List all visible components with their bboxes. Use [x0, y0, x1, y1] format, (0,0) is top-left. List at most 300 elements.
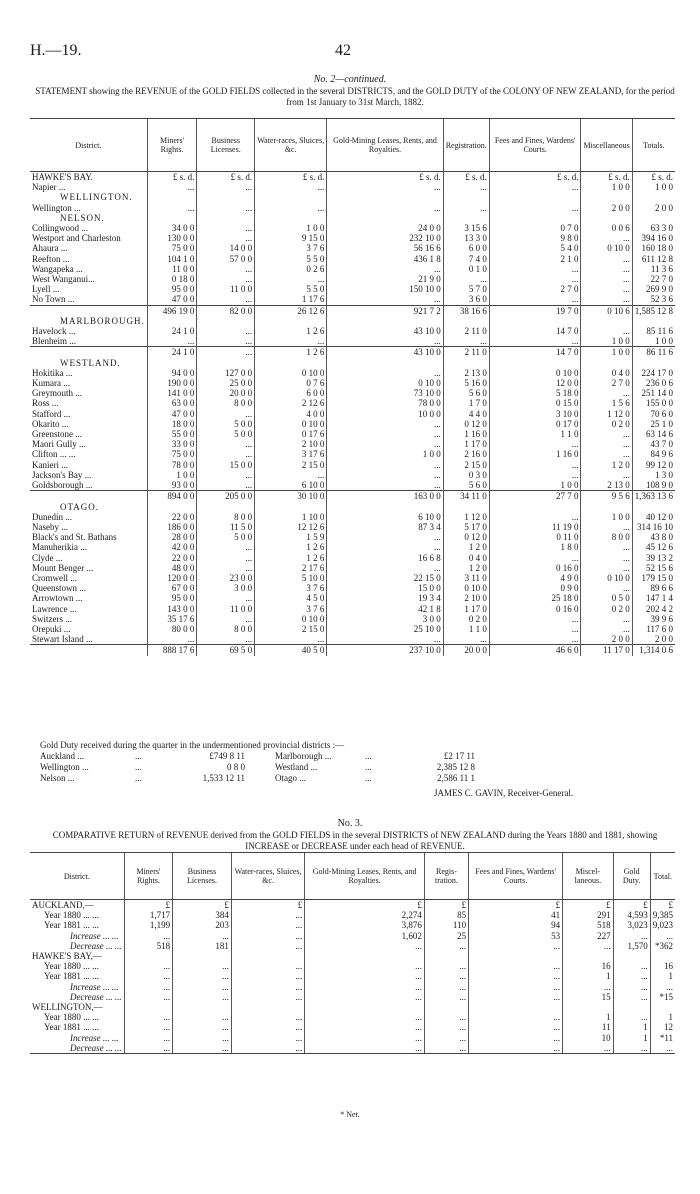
value-cell: 11 0 0 [147, 264, 197, 274]
value-cell: ... [305, 982, 425, 992]
value-cell: ... [173, 992, 232, 1002]
value-cell [489, 316, 581, 326]
value-cell: 24 1 0 [147, 326, 197, 336]
value-cell: 4 5 0 [255, 593, 327, 603]
value-cell [581, 358, 632, 368]
value-cell: 15 [563, 992, 613, 1002]
value-cell: 179 15 0 [632, 573, 675, 583]
no3-column-header: Regis-tration. [424, 853, 468, 900]
value-cell: ... [255, 203, 327, 213]
gold-duty-cell: Nelson ... [40, 773, 75, 783]
value-cell: 55 0 0 [147, 429, 197, 439]
value-cell: 2 7 0 [581, 378, 632, 388]
value-cell: 1 1 0 [489, 429, 581, 439]
value-cell: 57 0 0 [197, 254, 255, 264]
value-cell [147, 192, 197, 202]
value-cell: 1,585 12 8 [632, 305, 675, 316]
value-cell: 384 [173, 910, 232, 920]
table-row [30, 203, 675, 213]
value-cell: ... [197, 553, 255, 563]
value-cell: ... [197, 593, 255, 603]
footnote-net: * Net. [340, 1110, 360, 1119]
value-cell: 1 0 0 [632, 336, 675, 347]
value-cell: ... [581, 449, 632, 459]
value-cell: 1 17 0 [443, 604, 489, 614]
value-cell: 22 0 0 [147, 553, 197, 563]
table-row [30, 961, 675, 971]
value-cell: 1 0 0 [255, 223, 327, 233]
value-cell: ... [231, 982, 304, 992]
value-cell: ... [650, 931, 675, 941]
district-cell [30, 347, 147, 358]
value-cell: 0 0 6 [581, 223, 632, 233]
value-cell: 24 0 0 [327, 223, 443, 233]
value-cell: 0 4 0 [581, 368, 632, 378]
value-cell: ... [255, 336, 327, 347]
district-cell: Ahaura ... [32, 243, 68, 254]
value-cell [424, 1002, 468, 1012]
value-cell: 1,314 0 6 [632, 645, 675, 656]
value-cell: 48 0 0 [147, 563, 197, 573]
value-cell: 104 1 0 [147, 254, 197, 264]
value-cell: 224 17 0 [632, 368, 675, 378]
value-cell: ... [424, 1043, 468, 1054]
value-cell: ... [327, 336, 443, 347]
no3-title: No. 3. [337, 818, 363, 829]
value-cell: 47 0 0 [147, 409, 197, 419]
value-cell: ... [613, 1043, 650, 1054]
value-cell: 0 10 0 [255, 614, 327, 624]
value-cell: ... [197, 294, 255, 305]
value-cell: 56 16 6 [327, 243, 443, 253]
value-cell [124, 951, 173, 961]
value-cell: ... [197, 439, 255, 449]
value-cell: ... [197, 563, 255, 573]
value-cell: 3,876 [305, 920, 425, 930]
value-cell: ... [327, 470, 443, 480]
value-cell: ... [581, 264, 632, 274]
district-cell: Cromwell ... [32, 572, 77, 583]
value-cell: 80 0 0 [147, 624, 197, 634]
value-cell: 120 0 0 [147, 573, 197, 583]
value-cell: ... [124, 961, 173, 971]
value-cell: ... [173, 982, 232, 992]
value-cell [650, 1002, 675, 1012]
no3-column-header: District. [30, 853, 124, 900]
value-cell: 2 15 0 [255, 624, 327, 634]
value-cell: 5 6 0 [443, 480, 489, 491]
table-row [30, 1022, 675, 1032]
value-cell: 314 16 10 [632, 522, 675, 532]
value-cell: 150 10 0 [327, 284, 443, 294]
gold-duty-row [40, 762, 475, 773]
value-cell: 110 [424, 920, 468, 930]
district-cell: Stewart Island ... [32, 634, 93, 645]
table-row [30, 563, 675, 573]
value-cell: ... [489, 512, 581, 522]
district-cell: Year 1881 ... ... [44, 920, 99, 931]
value-cell: 9 5 6 [581, 491, 632, 502]
value-cell: ... [305, 1043, 425, 1054]
value-cell: 518 [124, 941, 173, 951]
document-reference: H.—19. [30, 42, 82, 59]
value-cell: ... [581, 470, 632, 480]
value-cell: 1 [613, 1033, 650, 1043]
value-cell: 894 0 0 [147, 491, 197, 502]
value-cell: 14 7 0 [489, 347, 581, 358]
value-cell: ... [489, 634, 581, 645]
value-cell: 5 0 0 [197, 532, 255, 542]
district-cell [30, 305, 147, 316]
value-cell [563, 1002, 613, 1012]
value-cell: ... [581, 439, 632, 449]
value-cell: ... [147, 634, 197, 645]
value-cell: ... [613, 971, 650, 981]
value-cell: ... [327, 419, 443, 429]
value-cell: ... [124, 992, 173, 1002]
value-cell: 24 1 0 [147, 347, 197, 358]
value-cell: ... [197, 614, 255, 624]
district-heading-row [30, 316, 675, 326]
value-cell: 34 0 0 [147, 223, 197, 233]
value-cell: 75 0 0 [147, 449, 197, 459]
value-cell: 19 3 4 [327, 593, 443, 603]
value-cell [255, 358, 327, 368]
value-cell: 3 0 0 [327, 614, 443, 624]
value-cell: £ s. d. [255, 172, 327, 183]
value-cell: 22 0 0 [147, 512, 197, 522]
value-cell: 6 10 0 [255, 480, 327, 491]
value-cell: ... [489, 460, 581, 470]
value-cell: 160 18 0 [632, 243, 675, 253]
no2-column-header: Registration. [443, 119, 489, 172]
value-cell: ... [613, 961, 650, 971]
value-cell: 269 9 0 [632, 284, 675, 294]
district-cell: MARLBOROUGH. [60, 315, 145, 326]
district-cell: Kanieri ... [32, 459, 68, 470]
value-cell: ... [469, 961, 563, 971]
table-row [30, 982, 675, 992]
value-cell [197, 502, 255, 512]
value-cell: ... [231, 1012, 304, 1022]
value-cell: ... [581, 274, 632, 284]
value-cell: 0 10 0 [581, 573, 632, 583]
value-cell: 1,602 [305, 931, 425, 941]
value-cell [443, 316, 489, 326]
table-row [30, 449, 675, 459]
value-cell: 11 19 0 [489, 522, 581, 532]
value-cell: 15 0 0 [327, 583, 443, 593]
value-cell: 3 10 0 [489, 409, 581, 419]
district-cell: WESTLAND. [60, 357, 121, 368]
value-cell: ... [581, 542, 632, 552]
value-cell: ... [489, 274, 581, 284]
value-cell: 5 6 0 [443, 388, 489, 398]
value-cell: 1 0 0 [581, 336, 632, 347]
value-cell: 0 16 0 [489, 563, 581, 573]
value-cell: 3 17 6 [255, 449, 327, 459]
value-cell: ... [650, 982, 675, 992]
value-cell: 43 10 0 [327, 347, 443, 358]
value-cell: 921 7 2 [327, 305, 443, 316]
value-cell: ... [563, 1043, 613, 1054]
value-cell: 1 2 6 [255, 553, 327, 563]
table-row [30, 532, 675, 542]
value-cell: 39 13 2 [632, 553, 675, 563]
value-cell: 53 [469, 931, 563, 941]
value-cell: 2 11 0 [443, 326, 489, 336]
value-cell: ... [231, 971, 304, 981]
subtotal-row [30, 491, 675, 502]
receiver-general-signature: JAMES C. GAVIN, Receiver-General. [434, 788, 574, 798]
value-cell: 84 9 6 [632, 449, 675, 459]
table-row [30, 604, 675, 614]
no2-column-header: Fees and Fines, Wardens' Courts. [489, 119, 581, 172]
table-row [30, 409, 675, 419]
table-row [30, 182, 675, 192]
value-cell: ... [581, 563, 632, 573]
value-cell: 0 12 0 [443, 419, 489, 429]
value-cell: £ s. d. [581, 172, 632, 183]
district-cell: Hokitika ... [32, 367, 73, 378]
district-cell: Greenstone ... [32, 429, 82, 440]
value-cell [305, 951, 425, 961]
table-row [30, 470, 675, 480]
district-cell: Year 1880 ... ... [44, 1012, 99, 1023]
value-cell: 85 11 6 [632, 326, 675, 336]
value-cell: 11 17 0 [581, 645, 632, 656]
value-cell [147, 358, 197, 368]
value-cell: 1 12 0 [581, 409, 632, 419]
value-cell: 0 17 0 [489, 419, 581, 429]
value-cell: ... [255, 274, 327, 284]
district-cell: Mount Benger ... [32, 562, 94, 573]
district-cell: Year 1880 ... ... [44, 910, 99, 921]
value-cell: ... [424, 941, 468, 951]
value-cell: 78 0 0 [147, 460, 197, 470]
value-cell: 25 10 0 [327, 624, 443, 634]
value-cell: ... [327, 480, 443, 491]
value-cell [255, 192, 327, 202]
value-cell: ... [469, 1033, 563, 1043]
value-cell [469, 951, 563, 961]
value-cell: 518 [563, 920, 613, 930]
value-cell: ... [581, 284, 632, 294]
value-cell: 1 [563, 1012, 613, 1022]
value-cell: ... [581, 429, 632, 439]
value-cell [489, 192, 581, 202]
value-cell: 16 6 8 [327, 553, 443, 563]
value-cell: 0 1 0 [443, 264, 489, 274]
value-cell: 5 5 0 [255, 284, 327, 294]
value-cell: 888 17 6 [147, 645, 197, 656]
value-cell: £ s. d. [197, 172, 255, 183]
value-cell: 11 0 0 [197, 604, 255, 614]
table-row [30, 284, 675, 294]
value-cell [632, 358, 675, 368]
district-cell: Dunedin ... [32, 511, 72, 522]
value-cell [443, 502, 489, 512]
value-cell: ... [424, 992, 468, 1002]
value-cell: 13 3 0 [443, 233, 489, 243]
value-cell: 22 7 0 [632, 274, 675, 284]
value-cell: £ s. d. [443, 172, 489, 183]
value-cell: ... [563, 941, 613, 951]
value-cell: 0 10 0 [327, 378, 443, 388]
district-heading-row [30, 213, 675, 223]
value-cell: ... [231, 1033, 304, 1043]
value-cell: 16 [563, 961, 613, 971]
value-cell: 93 0 0 [147, 480, 197, 491]
table-row [30, 971, 675, 981]
value-cell [231, 951, 304, 961]
gold-duty-cell: 2,385 12 8 [436, 762, 475, 772]
value-cell: 1 8 0 [489, 542, 581, 552]
table-row [30, 368, 675, 378]
value-cell: ... [305, 1022, 425, 1032]
district-cell: Blenheim ... [32, 336, 76, 347]
value-cell: £ [231, 900, 304, 911]
district-cell: Year 1880 ... ... [44, 961, 99, 972]
value-cell: 3 7 6 [255, 604, 327, 614]
page-number: 42 [335, 42, 351, 59]
no2-column-header: Miscellaneous [581, 119, 632, 172]
value-cell: 1 [563, 971, 613, 981]
value-cell: ... [443, 182, 489, 192]
table-row [30, 542, 675, 552]
value-cell [632, 502, 675, 512]
table-row [30, 264, 675, 274]
value-cell: ... [231, 961, 304, 971]
value-cell: 8 0 0 [197, 398, 255, 408]
value-cell [632, 213, 675, 223]
value-cell: 1,717 [124, 910, 173, 920]
district-cell: Lyell ... [32, 284, 60, 295]
value-cell: £ s. d. [327, 172, 443, 183]
value-cell: ... [469, 992, 563, 1002]
value-cell: 0 3 0 [443, 470, 489, 480]
value-cell: 108 9 0 [632, 480, 675, 491]
value-cell: ... [197, 182, 255, 192]
no2-column-header: Totals. [632, 119, 675, 172]
value-cell: ... [327, 542, 443, 552]
value-cell: 0 17 6 [255, 429, 327, 439]
table-row [30, 1043, 675, 1054]
value-cell: 2 11 0 [443, 347, 489, 358]
value-cell: 19 7 0 [489, 305, 581, 316]
no3-column-header: Miners' Rights. [124, 853, 173, 900]
table-row [30, 593, 675, 603]
district-cell: Increase ... ... [70, 981, 119, 992]
value-cell: 0 10 0 [443, 583, 489, 593]
district-cell: WELLINGTON. [60, 192, 133, 203]
value-cell: *11 [650, 1033, 675, 1043]
value-cell: ... [124, 971, 173, 981]
district-cell: Clifton ... ... [32, 449, 76, 460]
value-cell: 611 12 8 [632, 254, 675, 264]
value-cell [231, 1002, 304, 1012]
no3-statement: COMPARATIVE RETURN of REVENUE derived from the GOLD FIELDS in the several DISTRICTS of NEW ZEALAND during the Years 1880 and 1881, showing INCREASE or DECREASE under each head of REVENUE. [52, 830, 658, 851]
value-cell: ... [327, 368, 443, 378]
value-cell [581, 213, 632, 223]
value-cell: 12 0 0 [489, 378, 581, 388]
no3-column-header: Gold Duty. [613, 853, 650, 900]
value-cell: 34 11 0 [443, 491, 489, 502]
value-cell: £ [650, 900, 675, 911]
table-row [30, 992, 675, 1002]
value-cell: *15 [650, 992, 675, 1002]
value-cell: 22 15 0 [327, 573, 443, 583]
no2-column-header: Water-races, Sluices, &c. [255, 119, 327, 172]
value-cell: 0 2 6 [255, 264, 327, 274]
value-cell: ... [613, 992, 650, 1002]
value-cell: 43 8 0 [632, 532, 675, 542]
value-cell: £ [424, 900, 468, 911]
value-cell: 26 12 6 [255, 305, 327, 316]
value-cell: ... [443, 203, 489, 213]
district-cell: Queenstown ... [32, 583, 86, 594]
table-row [30, 233, 675, 243]
value-cell: ... [197, 274, 255, 284]
value-cell [305, 1002, 425, 1012]
value-cell: 1 0 0 [581, 347, 632, 358]
value-cell: 1 2 6 [255, 542, 327, 552]
value-cell: 1 2 6 [255, 347, 327, 358]
value-cell: 1 [650, 971, 675, 981]
value-cell: ... [173, 971, 232, 981]
value-cell: 1 0 0 [632, 182, 675, 192]
value-cell [327, 358, 443, 368]
value-cell: ... [173, 1022, 232, 1032]
value-cell: 205 0 0 [197, 491, 255, 502]
value-cell: 1 5 9 [255, 532, 327, 542]
value-cell: 1 16 0 [489, 449, 581, 459]
value-cell: ... [469, 971, 563, 981]
value-cell: 25 0 0 [197, 378, 255, 388]
value-cell [147, 316, 197, 326]
value-cell: 27 7 0 [489, 491, 581, 502]
value-cell: 127 0 0 [197, 368, 255, 378]
value-cell: ... [197, 542, 255, 552]
value-cell: 5 5 0 [255, 254, 327, 264]
value-cell: 202 4 2 [632, 604, 675, 614]
value-cell: 18 0 0 [147, 419, 197, 429]
gold-duty-cell: Otago ... [275, 773, 306, 783]
value-cell: ... [327, 532, 443, 542]
value-cell: ... [581, 522, 632, 532]
value-cell: ... [173, 961, 232, 971]
value-cell: 5 7 0 [443, 284, 489, 294]
value-cell: 130 0 0 [147, 233, 197, 243]
district-cell: Collingwood ... [32, 223, 89, 234]
value-cell [581, 502, 632, 512]
value-cell: 0 9 0 [489, 583, 581, 593]
value-cell: 95 0 0 [147, 593, 197, 603]
value-cell: ... [197, 449, 255, 459]
value-cell: 1 12 0 [443, 512, 489, 522]
value-cell: 1,570 [613, 941, 650, 951]
value-cell: 3,023 [613, 920, 650, 930]
value-cell: ... [197, 347, 255, 358]
district-cell: Increase ... ... [70, 1032, 119, 1043]
value-cell [632, 192, 675, 202]
value-cell: ... [197, 409, 255, 419]
value-cell: ... [305, 961, 425, 971]
value-cell: 9,385 [650, 910, 675, 920]
district-cell: OTAGO. [60, 501, 100, 512]
value-cell: 1 3 0 [632, 470, 675, 480]
gold-duty-cell: ... [365, 773, 372, 783]
